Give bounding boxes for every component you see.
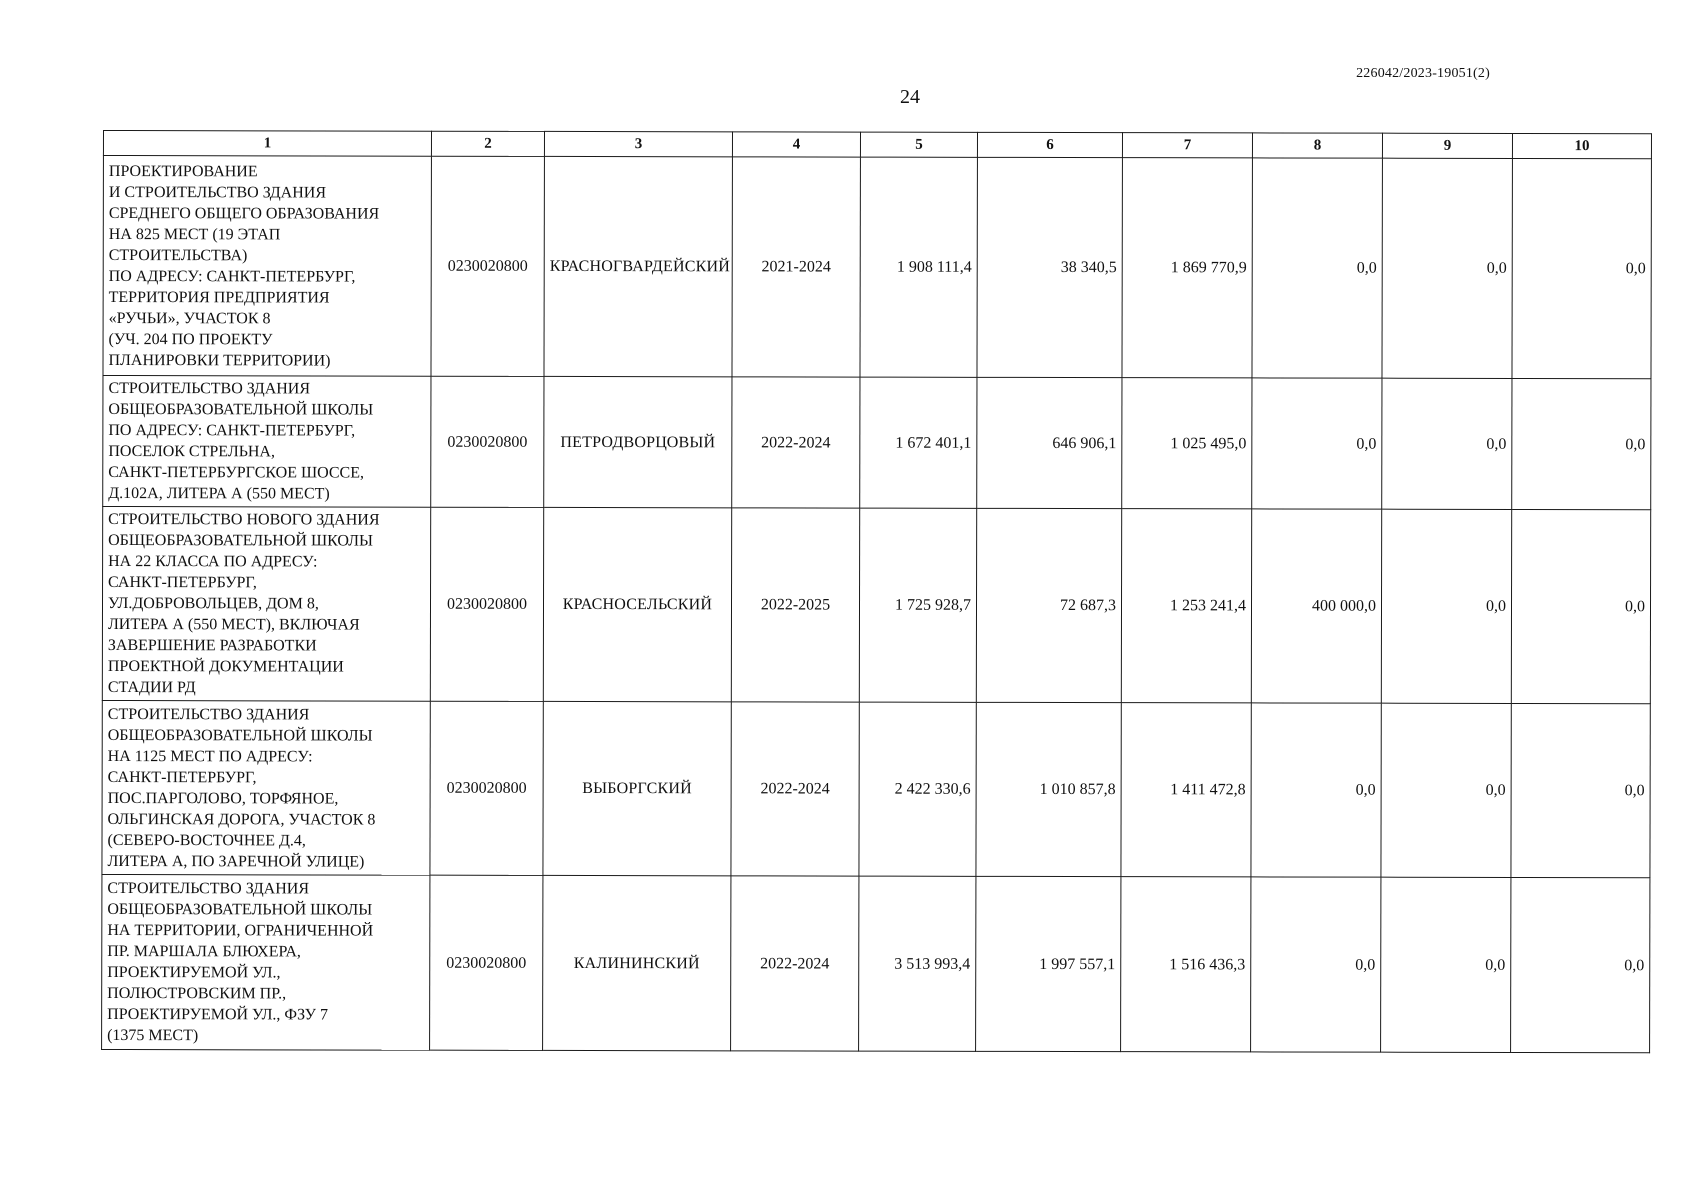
column-header-9: 9 (1382, 133, 1512, 158)
document-registration-number: 226042/2023-19051(2) (1356, 66, 1490, 81)
column-header-10: 10 (1512, 133, 1651, 158)
construction-projects-table (101, 130, 1652, 1053)
period-cell: 2022-2025 (731, 508, 859, 702)
column-header-3: 3 (544, 131, 732, 156)
column-header-4: 4 (732, 132, 860, 157)
budget-code-cell: 0230020800 (430, 507, 543, 701)
amount-col8-cell: 0,0 (1251, 703, 1381, 877)
budget-code-cell: 0230020800 (430, 875, 543, 1050)
budget-code-cell: 0230020800 (431, 156, 544, 376)
amount-col6-cell: 646 906,1 (977, 377, 1122, 508)
project-name-cell: СТРОИТЕЛЬСТВО ЗДАНИЯ ОБЩЕОБРАЗОВАТЕЛЬНОЙ ШКОЛЫ НА 1125 МЕСТ ПО АДРЕСУ: САНКТ-ПЕТЕРБУРГ, ПОС.ПАРГОЛОВО, ТОРФЯНОЕ, ОЛЬГИНСКАЯ ДОРОГА, УЧАСТОК 8 (СЕВЕРО-ВОСТОЧНЕЕ Д.4, ЛИТЕРА А, ПО ЗАРЕЧНОЙ УЛИЦЕ) (102, 700, 430, 875)
table-row (103, 376, 1651, 510)
column-number-header-row (103, 131, 1651, 159)
amount-col6-cell: 72 687,3 (976, 508, 1121, 702)
amount-col8-cell: 0,0 (1251, 877, 1381, 1052)
amount-col6-cell: 38 340,5 (977, 157, 1122, 377)
district-cell: КРАСНОГВАРДЕЙСКИЙ (544, 156, 732, 376)
amount-col7-cell: 1 253 241,4 (1121, 509, 1251, 703)
budget-code-cell: 0230020800 (431, 376, 544, 507)
amount-col8-cell: 400 000,0 (1251, 509, 1381, 703)
amount-col6-cell: 1 997 557,1 (976, 876, 1121, 1051)
amount-col9-cell: 0,0 (1381, 877, 1511, 1052)
amount-col5-cell: 1 672 401,1 (860, 377, 977, 508)
amount-col5-cell: 1 725 928,7 (859, 508, 976, 702)
page-number: 24 (900, 86, 920, 108)
amount-col5-cell: 3 513 993,4 (859, 876, 976, 1051)
amount-col6-cell: 1 010 857,8 (976, 702, 1121, 876)
table-row (102, 700, 1650, 877)
amount-col7-cell: 1 516 436,3 (1121, 877, 1251, 1052)
project-name-cell: СТРОИТЕЛЬСТВО ЗДАНИЯ ОБЩЕОБРАЗОВАТЕЛЬНОЙ ШКОЛЫ ПО АДРЕСУ: САНКТ-ПЕТЕРБУРГ, ПОСЕЛОК СТРЕЛЬНА, САНКТ-ПЕТЕРБУРГСКОЕ ШОССЕ, Д.102А, ЛИТЕРА А (550 МЕСТ) (103, 376, 431, 508)
amount-col5-cell: 1 908 111,4 (860, 157, 977, 377)
amount-col7-cell: 1 411 472,8 (1121, 703, 1251, 877)
project-name-cell: СТРОИТЕЛЬСТВО НОВОГО ЗДАНИЯ ОБЩЕОБРАЗОВАТЕЛЬНОЙ ШКОЛЫ НА 22 КЛАССА ПО АДРЕСУ: САНКТ-ПЕТЕРБУРГ, УЛ.ДОБРОВОЛЬЦЕВ, ДОМ 8, ЛИТЕРА А (550 МЕСТ), ВКЛЮЧАЯ ЗАВЕРШЕНИЕ РАЗРАБОТКИ ПРОЕКТНОЙ ДОКУМЕНТАЦИИ СТАДИИ РД (102, 507, 430, 702)
amount-col5-cell: 2 422 330,6 (859, 702, 976, 876)
column-header-7: 7 (1122, 133, 1252, 158)
amount-col10-cell: 0,0 (1512, 378, 1651, 509)
table-row (102, 874, 1650, 1052)
period-cell: 2022-2024 (732, 377, 860, 508)
column-header-1: 1 (103, 131, 431, 157)
amount-col8-cell: 0,0 (1252, 158, 1382, 378)
amount-col10-cell: 0,0 (1511, 703, 1650, 877)
table-row (103, 156, 1651, 379)
column-header-2: 2 (431, 131, 544, 156)
amount-col9-cell: 0,0 (1381, 509, 1511, 703)
district-cell: КАЛИНИНСКИЙ (543, 875, 731, 1050)
amount-col10-cell: 0,0 (1512, 158, 1651, 378)
amount-col9-cell: 0,0 (1381, 703, 1511, 877)
amount-col9-cell: 0,0 (1382, 158, 1512, 378)
project-name-cell: СТРОИТЕЛЬСТВО ЗДАНИЯ ОБЩЕОБРАЗОВАТЕЛЬНОЙ ШКОЛЫ НА ТЕРРИТОРИИ, ОГРАНИЧЕННОЙ ПР. МАРШАЛА БЛЮХЕРА, ПРОЕКТИРУЕМОЙ УЛ., ПОЛЮСТРОВСКИМ ПР., ПРОЕКТИРУЕМОЙ УЛ., ФЗУ 7 (1375 МЕСТ) (102, 874, 430, 1050)
column-header-8: 8 (1252, 133, 1382, 158)
amount-col10-cell: 0,0 (1511, 509, 1650, 703)
district-cell: ВЫБОРГСКИЙ (543, 701, 731, 875)
period-cell: 2022-2024 (731, 876, 859, 1051)
column-header-6: 6 (977, 132, 1122, 157)
column-header-5: 5 (860, 132, 977, 157)
amount-col7-cell: 1 025 495,0 (1122, 378, 1252, 509)
budget-code-cell: 0230020800 (430, 701, 543, 875)
project-name-cell: ПРОЕКТИРОВАНИЕ И СТРОИТЕЛЬСТВО ЗДАНИЯ СРЕДНЕГО ОБЩЕГО ОБРАЗОВАНИЯ НА 825 МЕСТ (19 ЭТАП СТРОИТЕЛЬСТВА) ПО АДРЕСУ: САНКТ-ПЕТЕРБУРГ, ТЕРРИТОРИЯ ПРЕДПРИЯТИЯ «РУЧЬИ», УЧАСТОК 8 (УЧ. 204 ПО ПРОЕКТУ ПЛАНИРОВКИ ТЕРРИТОРИИ) (103, 156, 431, 377)
district-cell: ПЕТРОДВОРЦОВЫЙ (544, 376, 732, 507)
period-cell: 2021-2024 (732, 157, 860, 377)
district-cell: КРАСНОСЕЛЬСКИЙ (543, 507, 731, 701)
amount-col10-cell: 0,0 (1511, 877, 1650, 1052)
amount-col8-cell: 0,0 (1252, 378, 1382, 509)
table-row (102, 507, 1650, 704)
amount-col9-cell: 0,0 (1382, 378, 1512, 509)
amount-col7-cell: 1 869 770,9 (1122, 158, 1252, 378)
period-cell: 2022-2024 (731, 702, 859, 876)
